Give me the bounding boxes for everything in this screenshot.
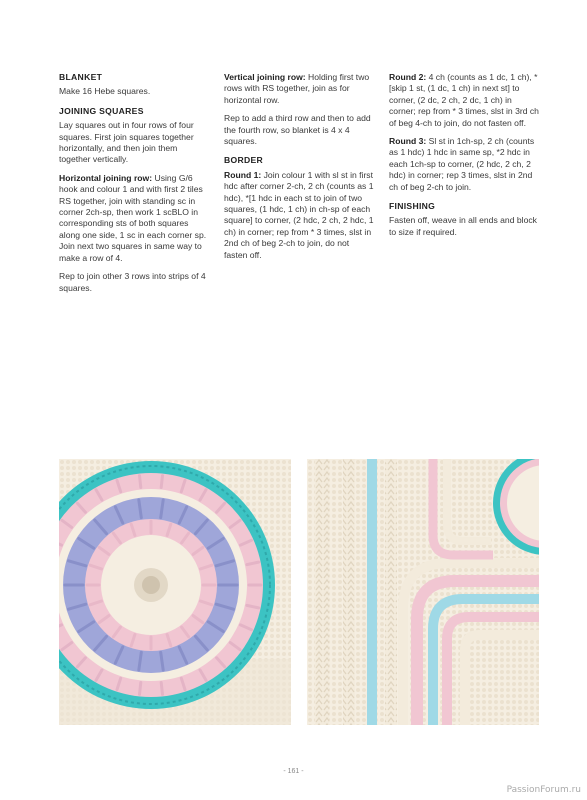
stitch-spoke [161, 476, 162, 488]
third-row-text: Rep to add a third row and then to add the fourth row, so blanket is 4 x 4 squares. [224, 113, 371, 147]
stitch-spoke [140, 683, 141, 695]
round-1-text: Join colour 1 with sl st in first hdc after corner 2-ch, 2 ch (counts as 1 hdc), *[1 hdc in each st to join of two squares, (1 hdc, 1 ch) in ch-sp of each square] to corner, (2 hdc, 2 ch, 2 hdc, 1 ch) in corner; rep from * 3 times, slst in 2nd ch of beg 2-ch to join, do not fasten off. [224, 169, 374, 260]
horizontal-joining-lead: Horizontal joining row: [59, 172, 153, 183]
text-column-3 [389, 72, 539, 245]
blanket-text: Make 16 Hebe squares. [59, 86, 151, 97]
vertical-joining-lead: Vertical joining row: [224, 72, 306, 82]
repeat-rows-text: Rep to join other 3 rows into strips of 4 squares. [59, 271, 206, 293]
vertical-joining-text: Holding first two rows with RS together, join as for horizontal row. [224, 72, 370, 105]
round-1-lead: Round 1: [224, 169, 262, 180]
crochet-border-photo [307, 459, 539, 725]
horizontal-joining-text: Using G/6 hook and colour 1 and with first 2 tiles RS together, join with standing sc in corner 2ch-sp, then work 1 scBLO in corresponding sts of both squares along one side, 1 sc in each corner sp. Join next two squares in same way to make a row of 4. [59, 172, 207, 263]
watermark: PassionForum.ru [506, 785, 581, 795]
round-3-text: Sl st in 1ch-sp, 2 ch (counts as 1 hdc) 1 hdc in same sp, *2 hdc in each 1ch-sp to corner, (2 hdc, 2 ch, 2 hdc) in corner; rep 3 times, slst in 2nd ch of beg 2-ch to join. [389, 136, 535, 192]
round-1-paragraph [224, 170, 374, 261]
crochet-medallion-photo [59, 459, 291, 725]
round-3-lead: Round 3: [389, 136, 427, 147]
joining-squares-heading: JOINING SQUARES [59, 105, 144, 116]
page-number: - 161 - [283, 768, 304, 775]
stitch-spoke [140, 476, 141, 488]
crochet-border-illustration [307, 459, 539, 725]
crochet-medallion-illustration [59, 459, 291, 725]
text-column-2 [224, 72, 374, 268]
text-column-1 [59, 72, 209, 301]
stitch-spoke [161, 683, 162, 695]
horizontal-joining-paragraph [59, 173, 209, 264]
finishing-text: Fasten off, weave in all ends and block to size if required. [389, 215, 537, 237]
round-3-paragraph [389, 136, 539, 193]
finishing-heading: FINISHING [389, 201, 436, 212]
blanket-heading: BLANKET [59, 72, 103, 82]
round-2-paragraph [389, 72, 539, 129]
round-2-text: 4 ch (counts as 1 dc, 1 ch), *[skip 1 st, (1 dc, 1 ch) in next st] to corner, (2 dc, 2 ch, 2 dc, 1 ch) in corner; rep from * 3 times, slst in 3rd ch of beg 4-ch to join, do not fasten off. [389, 72, 539, 128]
border-heading: BORDER [224, 155, 264, 166]
round-2-lead: Round 2: [389, 72, 427, 82]
vertical-joining-paragraph [224, 72, 374, 106]
joining-squares-text: Lay squares out in four rows of four squares. First join squares together horizontally, and then join them together vertically. [59, 120, 194, 165]
